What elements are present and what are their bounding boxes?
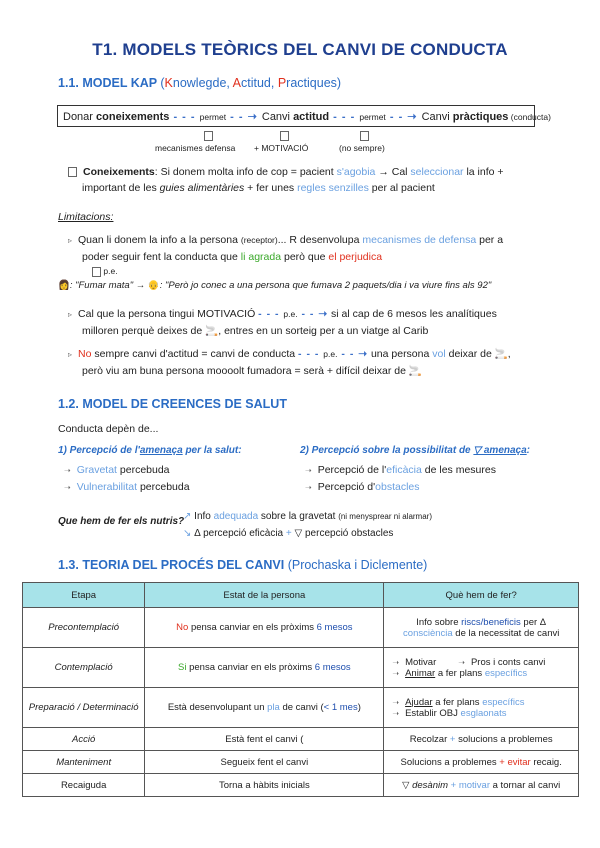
- nutris-answers: ↗ Info adequada sobre la gravetat (ni menysprear ni alarmar) ↘ Δ percepció eficàcia + ▽ percepció obstacles: [183, 511, 432, 539]
- table-header: Etapa: [23, 583, 145, 608]
- table-header-row: [23, 583, 579, 608]
- nutris-question: Que hem de fer els nutris?: [58, 516, 185, 527]
- table-row: Acció Està fent el canvi ( Recolzar + solucions a problemes: [23, 728, 579, 751]
- kap-note-defensa: mecanismes defensa: [155, 143, 236, 153]
- bullet-icon: ▹: [68, 350, 73, 359]
- table-row: Manteniment Segueix fent el canvi Solucions a problemes + evitar recaig.: [23, 751, 579, 774]
- bullet-icon: ▹: [68, 310, 73, 319]
- creences-col2-list: ➝ Percepció de l'eficàcia de les mesures ➝ Percepció d'obstacles: [305, 464, 496, 493]
- limitacio-item-1: ▹ Quan li donem la info a la persona (receptor)... R desenvolupa mecanismes de defensa per a poder seguir fent la conducta que li agrada però que el perjudica: [68, 234, 504, 263]
- kap-heading: 1.1. MODEL KAP (Knowlegde, Actitud, Practiques): [58, 76, 342, 90]
- person-icon: 👩: [58, 280, 70, 291]
- bullet-icon: ➝: [392, 657, 400, 667]
- placeholder-icon: [92, 267, 101, 277]
- table-row: Precontemplació No pensa canviar en els pròxims 6 mesos Info sobre riscs/beneficis per Δ consciència de la necessitat de canvi: [23, 608, 579, 648]
- stages-table: [22, 582, 579, 797]
- creences-col1-list: ➝ Gravetat percebuda ➝ Vulnerabilitat percebuda: [64, 464, 190, 493]
- kap-note-motivacio: + MOTIVACIÓ: [254, 143, 309, 153]
- creences-heading: 1.2. MODEL DE CREENCES DE SALUT: [58, 397, 287, 411]
- arrow-up-icon: ↗: [183, 511, 192, 522]
- table-header: Què hem de fer?: [384, 583, 579, 608]
- bullet-icon: ➝: [458, 657, 465, 667]
- pe-note: p.e.: [92, 266, 118, 277]
- cigarette-icon: 🚬: [205, 325, 219, 337]
- placeholder-icon: [280, 130, 289, 141]
- page-title: T1. MODELS TEÒRICS DEL CANVI DE CONDUCTA: [92, 40, 508, 59]
- kap-note-no-sempre: (no sempre): [339, 143, 385, 153]
- creences-col1-title: 1) Percepció de l'amenaça per la salut:: [58, 445, 242, 456]
- creences-intro: Conducta depèn de...: [58, 423, 159, 435]
- table-row: Contemplació Si pensa canviar en els pròxims 6 mesos ➝ Motivar ➝ Pros i conts canvi ➝ Animar a fer plans específics: [23, 648, 579, 688]
- bullet-icon: ➝: [392, 708, 400, 718]
- limitacio-item-3: ▹ No sempre canvi d'actitud = canvi de conducta - - - p.e. - - ➝ una persona vol deixar de 🚬, però viu am buna persona moooolt fumadora = serà + difícil deixar de 🚬: [68, 348, 511, 377]
- bullet-icon: ➝: [64, 466, 71, 475]
- bullet-icon: ▹: [68, 236, 73, 245]
- bullet-icon: ➝: [305, 466, 312, 475]
- creences-col2-title: 2) Percepció sobre la possibilitat de ▽ amenaça:: [300, 445, 531, 456]
- coneixements-paragraph: Coneixements: Si donem molta info de cop = pacient s'agobia → Cal seleccionar la info + important de les guies alimentàries + fer unes regles senzilles per al pacient: [68, 164, 548, 196]
- arrow-down-icon: ↘: [183, 528, 192, 539]
- bullet-icon: ➝: [392, 697, 400, 707]
- limitacions-heading: Limitacions:: [58, 211, 114, 223]
- bullet-icon: ➝: [305, 483, 312, 492]
- placeholder-icon: [204, 130, 213, 141]
- proces-heading: 1.3. TEORIA DEL PROCÉS DEL CANVI (Prochaska i Diclemente): [58, 558, 428, 572]
- table-row: Preparació / Determinació Està desenvolupant un pla de canvi (< 1 mes) ➝ Ajudar a fer plans específics ➝ Establir OBJ esglaonats: [23, 688, 579, 728]
- bullet-icon: ➝: [392, 668, 400, 678]
- table-row: Recaiguda Torna a hàbits inicials ▽ desànim + motivar a tornar al canvi: [23, 774, 579, 797]
- kap-flow-box: Donar coneixements - - - permet - - ➝ Canvi actitud - - - permet - - ➝ Canvi pràctiques (conducta): [57, 105, 535, 127]
- placeholder-icon: [360, 130, 369, 141]
- placeholder-icon: [68, 167, 77, 177]
- cigarette-icon: 🚬: [408, 365, 422, 377]
- example-quote: 👩: "Fumar mata" → 👴: "Però jo conec a una persona que fumava 2 paquets/dia i va viure fins als 92": [58, 280, 492, 291]
- bullet-icon: ➝: [64, 483, 71, 492]
- limitacio-item-2: ▹ Cal que la persona tingui MOTIVACIÓ - - - p.e. - - ➝ si al cap de 6 mesos les analítiques milloren perquè deixes de 🚬, entres en un sorteig per a un viatge al Carib: [68, 308, 497, 337]
- table-header: Estat de la persona: [145, 583, 384, 608]
- cigarette-icon: 🚬: [494, 348, 508, 360]
- person-icon: 👴: [147, 280, 160, 291]
